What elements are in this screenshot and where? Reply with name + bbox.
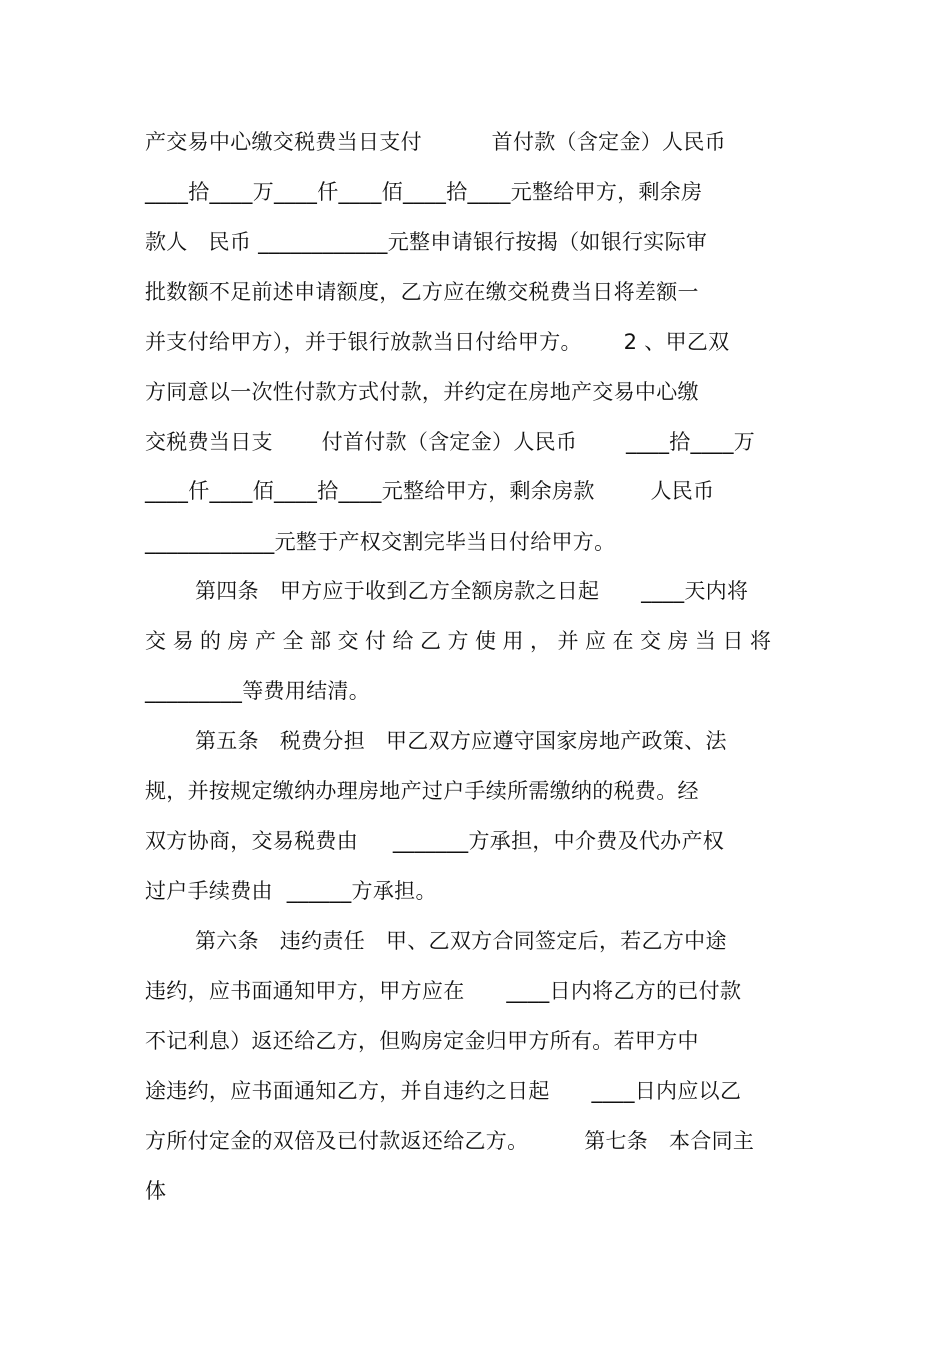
article-6-heading-line: 第六条 违约责任 甲、乙双方合同签定后，若乙方中途 <box>195 929 727 953</box>
text-line: 批数额不足前述申请额度，乙方应在缴交税费当日将差额一 <box>145 280 699 304</box>
text-line: ____仟____佰____拾____元整给甲方，剩余房款 人民币 <box>145 479 715 503</box>
article-5-heading-line: 第五条 税费分担 甲乙双方应遵守国家房地产政策、法 <box>195 729 727 753</box>
text-line: ____________元整于产权交割完毕当日付给甲方。 <box>145 530 616 554</box>
text-line: 过户手续费由 ______方承担。 <box>145 879 437 903</box>
text-line: 方同意以一次性付款方式付款，并约定在房地产交易中心缴 <box>145 380 699 404</box>
text-line: _________等费用结清。 <box>145 679 370 703</box>
text-line: 方所付定金的双倍及已付款返还给乙方。 第七条 本合同主 <box>145 1129 755 1153</box>
text-line: 双方协商，交易税费由 _______方承担，中介费及代办产权 <box>145 829 725 853</box>
text-line: 体 <box>145 1179 167 1203</box>
article-4-heading-line: 第四条 甲方应于收到乙方全额房款之日起 ____天内将 <box>195 579 749 603</box>
text-line: 款人 民币 ____________元整申请银行按揭（如银行实际审 <box>145 230 708 254</box>
text-line: 违约，应书面通知甲方，甲方应在 ____日内将乙方的已付款 <box>145 979 742 1003</box>
text-line: 并支付给甲方），并于银行放款当日付给甲方。 2 、甲乙双 <box>145 330 730 354</box>
text-line: 不记利息）返还给乙方，但购房定金归甲方所有。若甲方中 <box>145 1029 699 1053</box>
text-line: 途违约，应书面通知乙方，并自违约之日起 ____日内应以乙 <box>145 1079 742 1103</box>
text-line: ____拾____万____仟____佰____拾____元整给甲方，剩余房 <box>145 180 703 204</box>
text-line: 交易的房产全部交付给乙方使用，并应在交房当日将 <box>145 629 778 653</box>
text-line: 交税费当日支 付首付款（含定金）人民币 ____拾____万 <box>145 430 756 454</box>
text-line: 规，并按规定缴纳办理房地产过户手续所需缴纳的税费。经 <box>145 779 699 803</box>
text-line: 产交易中心缴交税费当日支付 首付款（含定金）人民币 <box>145 130 726 154</box>
